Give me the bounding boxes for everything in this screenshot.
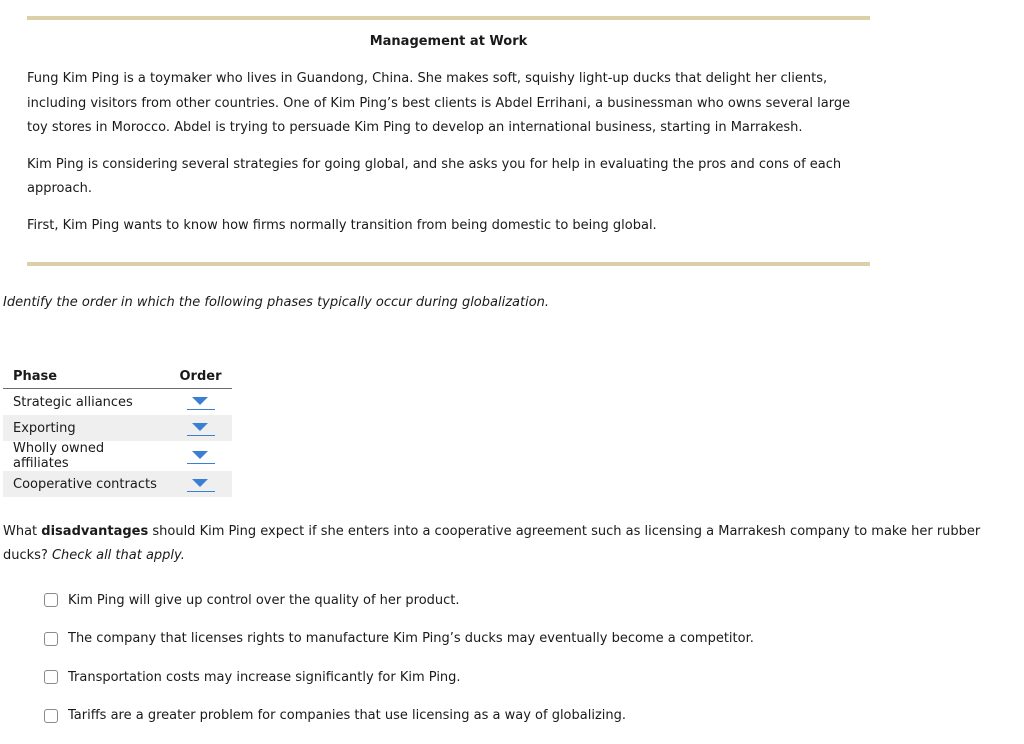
question-emphasis: disadvantages	[41, 524, 149, 539]
bottom-divider	[27, 262, 870, 266]
table-row	[3, 441, 232, 471]
order-dropdown-wholly-owned-affiliates[interactable]	[186, 448, 216, 464]
ordering-instruction: Identify the order in which the following phases typically occur during globalization.	[3, 295, 550, 310]
chevron-down-icon	[192, 479, 208, 487]
case-paragraph-1: Fung Kim Ping is a toymaker who lives in Guandong, China. She makes soft, squishy light-up ducks that delight her clients, including visitors from other countries. One of Kim Ping’s best clients is Abdel Errihani, a businessman who owns several large toy stores in Morocco. Abdel is trying to persuade Kim Ping to develop an international business, starting in Marrakesh.	[27, 71, 851, 135]
chevron-down-icon	[192, 397, 208, 405]
question-hint: Check all that apply.	[51, 548, 185, 563]
order-dropdown-exporting[interactable]	[186, 420, 216, 436]
question-body: should Kim Ping expect if she enters into a cooperative agreement such as licensing a Marrakesh company to make her rubber ducks?	[3, 524, 981, 563]
answer-option-2[interactable]	[44, 629, 754, 649]
question-prefix: What	[3, 524, 42, 539]
table-row	[3, 389, 232, 416]
case-study-box	[27, 16, 870, 266]
phase-name: Exporting	[3, 415, 169, 441]
answer-option-3[interactable]	[44, 667, 754, 687]
case-title: Management at Work	[369, 34, 528, 49]
phase-column-header: Phase	[3, 366, 169, 389]
option-label: Transportation costs may increase significantly for Kim Ping.	[68, 669, 461, 685]
table-row	[3, 471, 232, 497]
answer-option-4[interactable]	[44, 706, 754, 726]
chevron-down-icon	[192, 451, 208, 459]
table-row	[3, 415, 232, 441]
top-divider	[27, 16, 870, 20]
checkbox-icon[interactable]	[44, 670, 58, 684]
phase-name: Wholly owned affiliates	[13, 441, 105, 471]
option-label: Kim Ping will give up control over the quality of her product.	[68, 592, 460, 608]
order-dropdown-strategic-alliances[interactable]	[186, 394, 216, 410]
answer-option-1[interactable]	[44, 590, 754, 610]
option-label: The company that licenses rights to manufacture Kim Ping’s ducks may eventually become a competitor.	[68, 631, 754, 646]
option-label: Tariffs are a greater problem for companies that use licensing as a way of globalizing.	[68, 708, 627, 723]
checkbox-icon[interactable]	[44, 709, 58, 723]
order-column-header: Order	[169, 366, 232, 389]
phase-order-table	[3, 366, 232, 497]
chevron-down-icon	[192, 423, 208, 431]
case-paragraph-2: Kim Ping is considering several strategies for going global, and she asks you for help in evaluating the pros and cons of each approach.	[27, 156, 842, 196]
checkbox-icon[interactable]	[44, 593, 58, 607]
phase-name: Strategic alliances	[13, 394, 133, 410]
disadvantages-question	[3, 520, 1013, 568]
checkbox-icon[interactable]	[44, 632, 58, 646]
phase-name: Cooperative contracts	[3, 471, 169, 497]
table-header-row	[3, 366, 232, 389]
case-paragraph-3: First, Kim Ping wants to know how firms normally transition from being domestic to being global.	[27, 217, 657, 233]
answer-options	[44, 590, 754, 744]
order-dropdown-cooperative-contracts[interactable]	[186, 476, 216, 492]
